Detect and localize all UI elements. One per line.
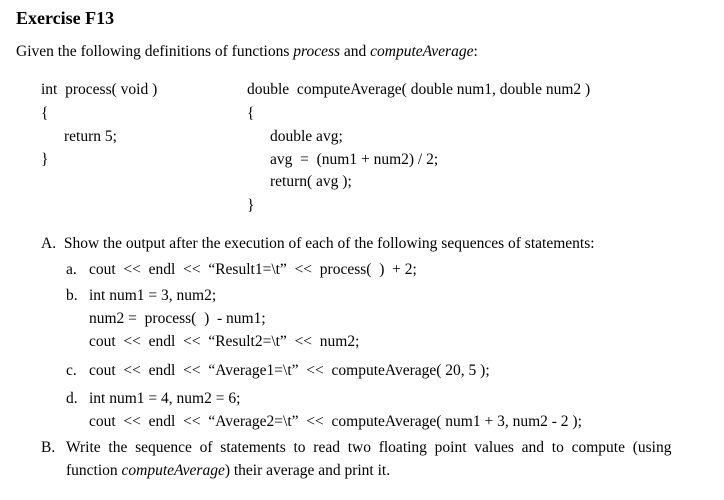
intro-suffix: : xyxy=(473,43,478,60)
computeaverage-declaration: double avg; xyxy=(270,128,343,145)
process-signature: int process( void ) xyxy=(41,81,158,98)
part-b-line-1: Write the sequence of statements to read two floating point values and to compute (using xyxy=(66,440,672,456)
item-b-line-3: cout << endl << “Result2=\t” << num2; xyxy=(89,333,360,350)
part-a-heading: A. Show the output after the execution of each of the following sequences of statements: xyxy=(41,235,595,252)
item-c-label: c. xyxy=(66,362,77,379)
process-return-line: return 5; xyxy=(64,128,117,145)
intro-prefix: Given the following definitions of functions xyxy=(16,43,294,60)
item-a-label: a. xyxy=(66,261,77,278)
part-b-function-name: computeAverage xyxy=(121,462,225,479)
computeaverage-open-brace: { xyxy=(247,105,255,122)
process-open-brace: { xyxy=(41,105,49,122)
computeaverage-signature: double computeAverage( double num1, double num2 ) xyxy=(247,81,591,98)
item-b-line-2: num2 = process( ) - num1; xyxy=(89,310,266,327)
computeaverage-assignment: avg = (num1 + num2) / 2; xyxy=(270,151,439,168)
process-close-brace: } xyxy=(41,151,49,168)
item-d-line-1: int num1 = 4, num2 = 6; xyxy=(89,390,241,407)
intro-sentence xyxy=(16,44,478,60)
intro-function-process: process xyxy=(293,43,341,60)
part-b-label: B. xyxy=(41,439,56,456)
item-a-code: cout << endl << “Result1=\t” << process( ) + 2; xyxy=(89,261,417,278)
computeaverage-close-brace: } xyxy=(247,197,255,214)
intro-function-computeaverage: computeAverage xyxy=(370,43,474,60)
part-b-line-2 xyxy=(66,463,390,479)
item-d-label: d. xyxy=(66,390,78,407)
intro-mid: and xyxy=(340,43,371,60)
part-b-line-2-suffix: ) their average and print it. xyxy=(224,462,391,479)
item-d-line-2: cout << endl << “Average2=\t” << computeAverage( num1 + 3, num2 - 2 ); xyxy=(89,413,582,430)
item-b-line-1: int num1 = 3, num2; xyxy=(89,287,217,304)
computeaverage-return-line: return( avg ); xyxy=(270,173,352,190)
exercise-title: Exercise F13 xyxy=(16,8,115,28)
item-b-label: b. xyxy=(66,287,78,304)
item-c-code: cout << endl << “Average1=\t” << computeAverage( 20, 5 ); xyxy=(89,362,490,379)
part-b-line-2-prefix: function xyxy=(66,462,122,479)
